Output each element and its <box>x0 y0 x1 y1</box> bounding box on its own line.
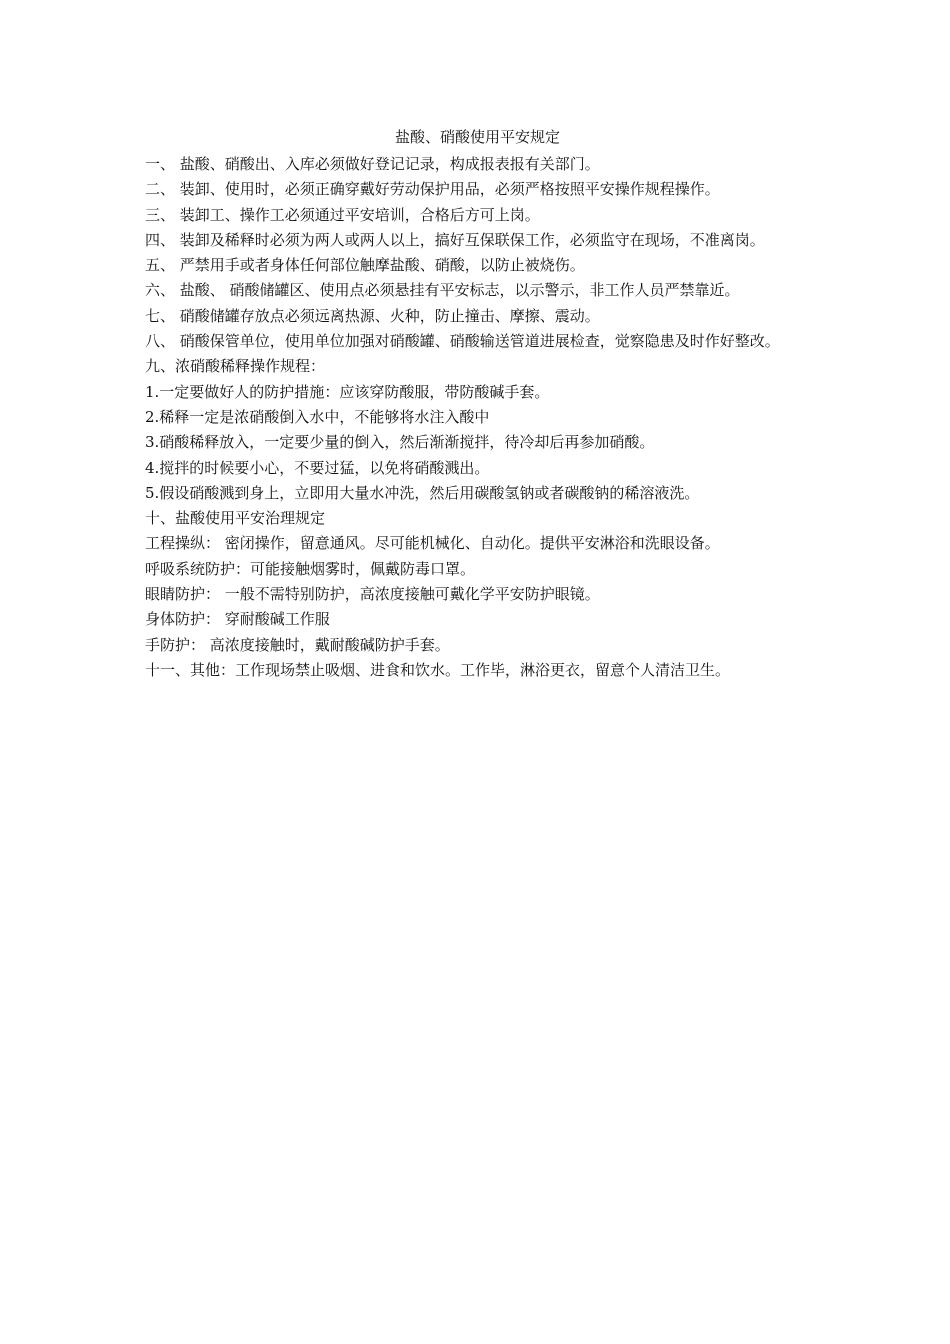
body-protection: 身体防护： 穿耐酸碱工作服 <box>145 610 330 629</box>
rule-6: 六、 盐酸、 硝酸储罐区、使用点必须悬挂有平安标志，以示警示，非工作人员严禁靠近。 <box>145 281 740 300</box>
eye-protection: 眼睛防护： 一般不需特别防护，高浓度接触可戴化学平安防护眼镜。 <box>145 585 600 604</box>
rule-3: 三、 装卸工、操作工必须通过平安培训，合格后方可上岗。 <box>145 205 540 224</box>
section-11-other: 十一、其他：工作现场禁止吸烟、进食和饮水。工作毕，淋浴更衣，留意个人清洁卫生。 <box>145 660 731 679</box>
rule-7: 七、 硝酸储罐存放点必须远离热源、火种，防止撞击、摩擦、震动。 <box>145 306 600 325</box>
step-3: 3.硝酸稀释放入，一定要少量的倒入，然后渐渐搅拌，待冷却后再参加硝酸。 <box>145 433 655 452</box>
rule-1: 一、 盐酸、硝酸出、入库必须做好登记记录，构成报表报有关部门。 <box>145 155 600 173</box>
rule-2: 二、 装卸、使用时，必须正确穿戴好劳动保护用品，必须严格按照平安操作规程操作。 <box>145 180 720 199</box>
section-9-heading: 九、浓硝酸稀释操作规程： <box>145 357 326 376</box>
respiratory-protection: 呼吸系统防护：可能接触烟雾时，佩戴防毒口罩。 <box>145 559 476 578</box>
step-5: 5.假设硝酸溅到身上，立即用大量水冲洗，然后用碳酸氢钠或者碳酸钠的稀溶液洗。 <box>145 483 700 502</box>
rule-4: 四、 装卸及稀释时必须为两人或两人以上，搞好互保联保工作，必须监守在现场，不准离岗。 <box>145 230 765 249</box>
hand-protection: 手防护： 高浓度接触时，戴耐酸碱防护手套。 <box>145 635 450 654</box>
document-page <box>145 126 810 683</box>
document-title: 盐酸、硝酸使用平安规定 <box>394 128 560 146</box>
step-2: 2.稀释一定是浓硝酸倒入水中，不能够将水注入酸中 <box>145 407 490 426</box>
engineering-control: 工程操纵： 密闭操作，留意通风。尽可能机械化、自动化。提供平安淋浴和洗眼设备。 <box>145 534 720 553</box>
step-1: 1.一定要做好人的防护措施：应该穿防酸服，带防酸碱手套。 <box>145 382 550 401</box>
rule-8: 八、 硝酸保管单位，使用单位加强对硝酸罐、硝酸输送管道进展检查，觉察隐患及时作好整改。 <box>145 332 780 351</box>
section-10-heading: 十、盐酸使用平安治理规定 <box>145 509 326 528</box>
step-4: 4.搅拌的时候要小心，不要过猛，以免将硝酸溅出。 <box>145 458 490 477</box>
rule-5: 五、 严禁用手或者身体任何部位触摩盐酸、硝酸，以防止被烧伤。 <box>145 256 585 275</box>
